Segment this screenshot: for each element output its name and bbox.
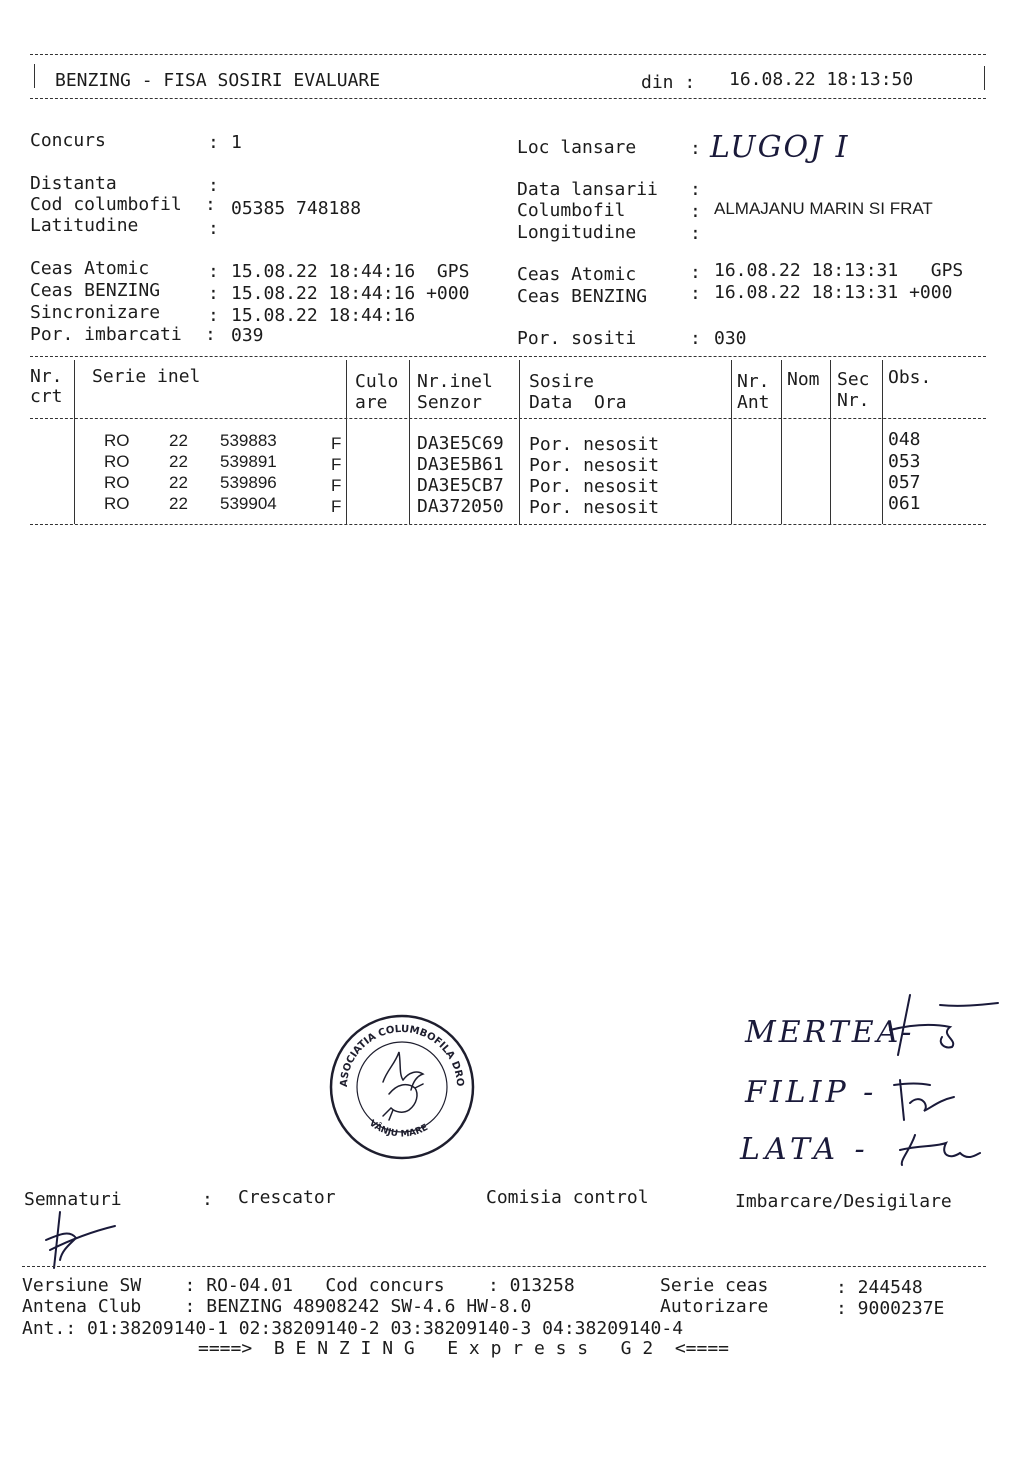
cell-obs: 057 [888, 472, 921, 493]
ceas-benzing-right-label: Ceas BENZING [517, 286, 648, 307]
columbofil-value: ALMAJANU MARIN SI FRAT [714, 199, 933, 218]
ceas-benzing-right-sep: : [690, 283, 701, 304]
header-nr-inel: Nr.inel [417, 371, 493, 392]
por-imbarcati-sep: : [205, 324, 216, 345]
crescator-signature [40, 1210, 130, 1270]
columbofil-label: Columbofil [517, 200, 626, 221]
handwritten-signatures-right [880, 985, 1000, 1185]
din-timestamp: 16.08.22 18:13:50 [729, 69, 914, 90]
cell-obs: 061 [888, 493, 921, 514]
association-stamp [322, 1004, 477, 1162]
distanta-sep: : [208, 175, 219, 196]
concurs-value: 1 [231, 132, 242, 153]
header-serie-inel: Serie inel [92, 366, 201, 387]
footer-border [22, 1266, 986, 1267]
ceas-benzing-right-value: 16.08.22 18:13:31 +000 [714, 282, 953, 303]
svg-text:VÂNJU MARE [367, 1119, 430, 1140]
cell-year: 22 [169, 494, 188, 513]
cell-sex: F [331, 476, 342, 495]
header-nom: Nom [787, 369, 820, 390]
crescator-label: Crescator [238, 1187, 336, 1208]
por-sositi-value: 030 [714, 328, 747, 349]
semnaturi-sep: : [202, 1189, 213, 1210]
header-right-border [984, 66, 985, 90]
semnaturi-label: Semnaturi [24, 1189, 122, 1210]
header-left-border [34, 64, 35, 88]
table-header-border [30, 418, 986, 419]
autorizare-value: : 9000237E [836, 1298, 945, 1319]
dove-icon [383, 1052, 423, 1120]
cell-year: 22 [169, 431, 188, 450]
loc-lansare-handwritten: LUGOJ I [710, 130, 850, 165]
cell-ring: 539883 [220, 431, 277, 450]
concurs-label: Concurs [30, 130, 106, 151]
header-nr-ant-2: Ant [737, 392, 770, 413]
cell-sex: F [331, 455, 342, 474]
columbofil-sep: : [690, 201, 701, 222]
cod-columbofil-label: Cod columbofil [30, 194, 182, 215]
header-sosire: Sosire [529, 371, 595, 392]
cell-sensor: DA3E5CB7 [417, 475, 504, 496]
table-top-border [30, 356, 986, 357]
ceas-atomic-right-sep: : [690, 262, 701, 283]
cell-status: Por. nesosit [529, 455, 660, 476]
col-separator [882, 360, 883, 524]
distanta-label: Distanta [30, 173, 117, 194]
din-label: din : [641, 72, 696, 93]
comisia-control-label: Comisia control [486, 1187, 649, 1208]
latitudine-label: Latitudine [30, 215, 139, 236]
col-separator [74, 360, 75, 524]
document-title: BENZING - FISA SOSIRI EVALUARE [55, 70, 381, 91]
col-separator [781, 360, 782, 524]
col-separator [830, 360, 831, 524]
ceas-benzing-left-label: Ceas BENZING [30, 280, 161, 301]
cod-columbofil-value: 05385 748188 [231, 198, 362, 219]
cell-ring: 539904 [220, 494, 277, 513]
header-obs: Obs. [888, 367, 932, 388]
col-separator [519, 360, 520, 524]
header-nr-crt-1: Nr. [30, 366, 63, 387]
cell-ring: 539896 [220, 473, 277, 492]
table-bottom-border [30, 524, 986, 525]
signer-name-2: FILIP - [745, 1075, 878, 1110]
ceas-atomic-right-label: Ceas Atomic [517, 264, 637, 285]
ceas-atomic-left-sep: : [208, 261, 219, 282]
footer-line-2: Antena Club : BENZING 48908242 SW-4.6 HW-8.0 [22, 1296, 532, 1317]
signer-name-3: LATA - [740, 1132, 870, 1167]
loc-lansare-label: Loc lansare [517, 137, 637, 158]
footer-line-1: Versiune SW : RO-04.01 Cod concurs : 013258 [22, 1275, 575, 1296]
header-nr-crt-2: crt [30, 386, 63, 407]
cell-sensor: DA372050 [417, 496, 504, 517]
sincronizare-value: 15.08.22 18:44:16 [231, 305, 416, 326]
cell-sensor: DA3E5B61 [417, 454, 504, 475]
cell-sex: F [331, 497, 342, 516]
ceas-benzing-left-value: 15.08.22 18:44:16 +000 [231, 283, 470, 304]
data-lansarii-sep: : [690, 179, 701, 200]
signer-name-1: MERTEA- [745, 1015, 915, 1050]
footer-brand: ====> B E N Z I N G E x p r e s s G 2 <==== [198, 1338, 730, 1359]
col-separator [731, 360, 732, 524]
concurs-sep: : [208, 132, 219, 153]
cell-year: 22 [169, 452, 188, 471]
stamp-ring-text: ASOCIATIA COLUMBOFILA DROBETA-MEHEDINTI [322, 1004, 466, 1088]
col-separator [409, 360, 410, 524]
header-data-ora: Data Ora [529, 392, 627, 413]
footer-antennas: Ant.: 01:38209140-1 02:38209140-2 03:38209140-3 04:38209140-4 [22, 1318, 684, 1339]
por-imbarcati-label: Por. imbarcati [30, 324, 182, 345]
loc-lansare-sep: : [690, 138, 701, 159]
longitudine-sep: : [690, 223, 701, 244]
cell-country: RO [104, 452, 130, 471]
por-imbarcati-value: 039 [231, 325, 264, 346]
header-culoare-1: Culo [355, 371, 399, 392]
header-bottom-border [30, 98, 986, 99]
autorizare-label: Autorizare [660, 1296, 769, 1317]
header-top-border [30, 54, 986, 55]
header-nr-ant-1: Nr. [737, 371, 770, 392]
cell-country: RO [104, 473, 130, 492]
sincronizare-label: Sincronizare [30, 302, 161, 323]
data-lansarii-label: Data lansarii [517, 179, 658, 200]
cell-year: 22 [169, 473, 188, 492]
cell-sex: F [331, 434, 342, 453]
col-separator [346, 360, 347, 524]
cell-sensor: DA3E5C69 [417, 433, 504, 454]
ceas-atomic-left-value: 15.08.22 18:44:16 GPS [231, 261, 470, 282]
sincronizare-sep: : [208, 305, 219, 326]
stamp-bottom-text: VÂNJU MARE [367, 1118, 430, 1140]
header-sec-nr-2: Nr. [837, 390, 870, 411]
header-culoare-2: are [355, 392, 388, 413]
cell-country: RO [104, 431, 130, 450]
por-sositi-label: Por. sositi [517, 328, 637, 349]
cell-obs: 053 [888, 451, 921, 472]
cell-country: RO [104, 494, 130, 513]
cell-status: Por. nesosit [529, 476, 660, 497]
cell-status: Por. nesosit [529, 434, 660, 455]
ceas-benzing-left-sep: : [208, 283, 219, 304]
serie-ceas-value: : 244548 [836, 1277, 923, 1298]
ceas-atomic-right-value: 16.08.22 18:13:31 GPS [714, 260, 964, 281]
serie-ceas-label: Serie ceas [660, 1275, 769, 1296]
longitudine-label: Longitudine [517, 222, 637, 243]
header-senzor: Senzor [417, 392, 483, 413]
cod-columbofil-sep: : [205, 194, 216, 215]
imbarcare-desigilare-label: Imbarcare/Desigilare [735, 1191, 952, 1212]
por-sositi-sep: : [690, 328, 701, 349]
header-sec-nr-1: Sec [837, 369, 870, 390]
cell-obs: 048 [888, 429, 921, 450]
cell-status: Por. nesosit [529, 497, 660, 518]
latitudine-sep: : [208, 218, 219, 239]
ceas-atomic-left-label: Ceas Atomic [30, 258, 150, 279]
cell-ring: 539891 [220, 452, 277, 471]
